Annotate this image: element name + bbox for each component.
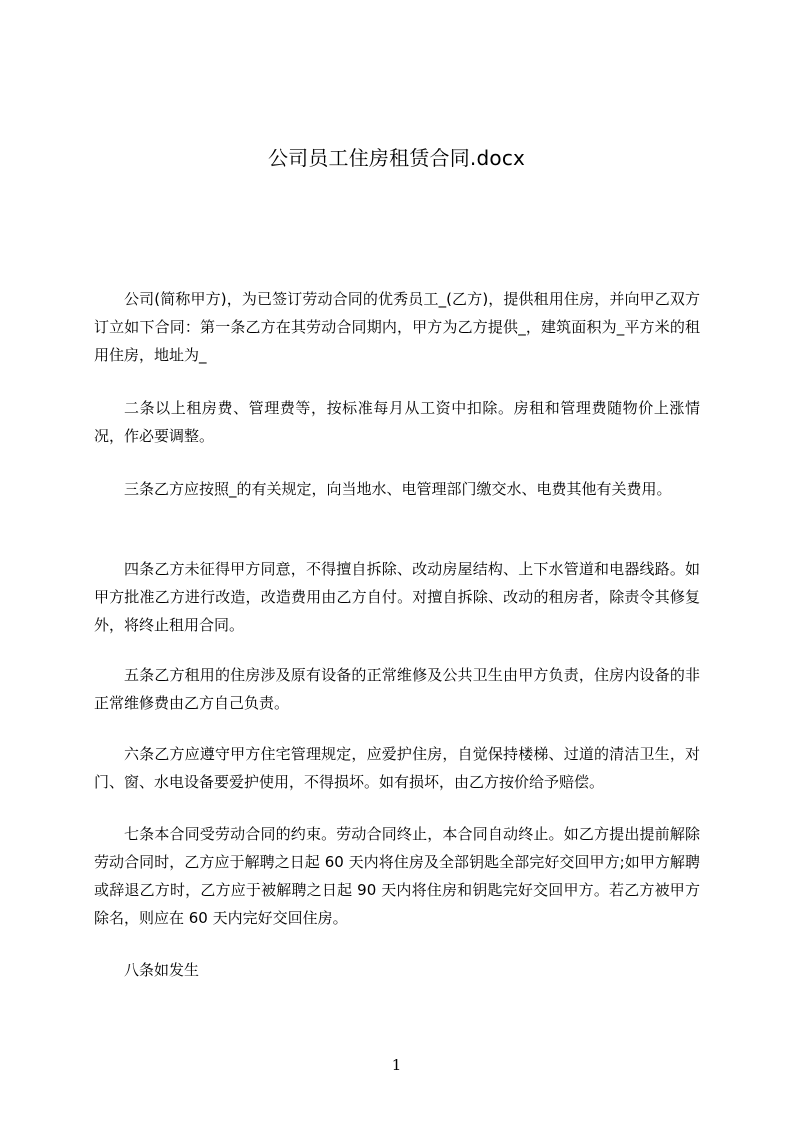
paragraph-article-7: 七条本合同受劳动合同的约束。劳动合同终止，本合同自动终止。如乙方提出提前解除劳动合同时，乙方应于解聘之日起 60 天内将住房及全部钥匙全部完好交回甲方;如甲方解聘或辞退乙方时，乙方应于被解聘之日起 90 天内将住房和钥匙完好交回甲方。若乙方被甲方除名，则应在 60 天内完好交回住房。 — [94, 825, 700, 927]
page-number: 1 — [391, 1056, 402, 1074]
document-title: 公司员工住房租赁合同.docx — [267, 146, 526, 170]
paragraph-article-8: 八条如发生 — [124, 961, 200, 979]
paragraph-intro-article-1: 公司(简称甲方)，为已签订劳动合同的优秀员工_(乙方)，提供租用住房，并向甲乙双方订立如下合同：第一条乙方在其劳动合同期内，甲方为乙方提供_，建筑面积为_平方米的租用住房，地址为_ — [94, 290, 700, 364]
paragraph-article-3: 三条乙方应按照_的有关规定，向当地水、电管理部门缴交水、电费其他有关费用。 — [124, 480, 672, 498]
paragraph-article-4: 四条乙方未征得甲方同意，不得擅自拆除、改动房屋结构、上下水管道和电器线路。如甲方批准乙方进行改造，改造费用由乙方自付。对擅自拆除、改动的租房者，除责令其修复外，将终止租用合同。 — [94, 560, 700, 634]
paragraph-article-2: 二条以上租房费、管理费等，按标准每月从工资中扣除。房租和管理费随物价上涨情况，作必要调整。 — [94, 399, 700, 445]
paragraph-article-6: 六条乙方应遵守甲方住宅管理规定，应爱护住房，自觉保持楼梯、过道的清洁卫生，对门、窗、水电设备要爱护使用，不得损坏。如有损坏，由乙方按价给予赔偿。 — [94, 745, 700, 791]
paragraph-article-5: 五条乙方租用的住房涉及原有设备的正常维修及公共卫生由甲方负责，住房内设备的非正常维修费由乙方自己负责。 — [94, 666, 700, 712]
